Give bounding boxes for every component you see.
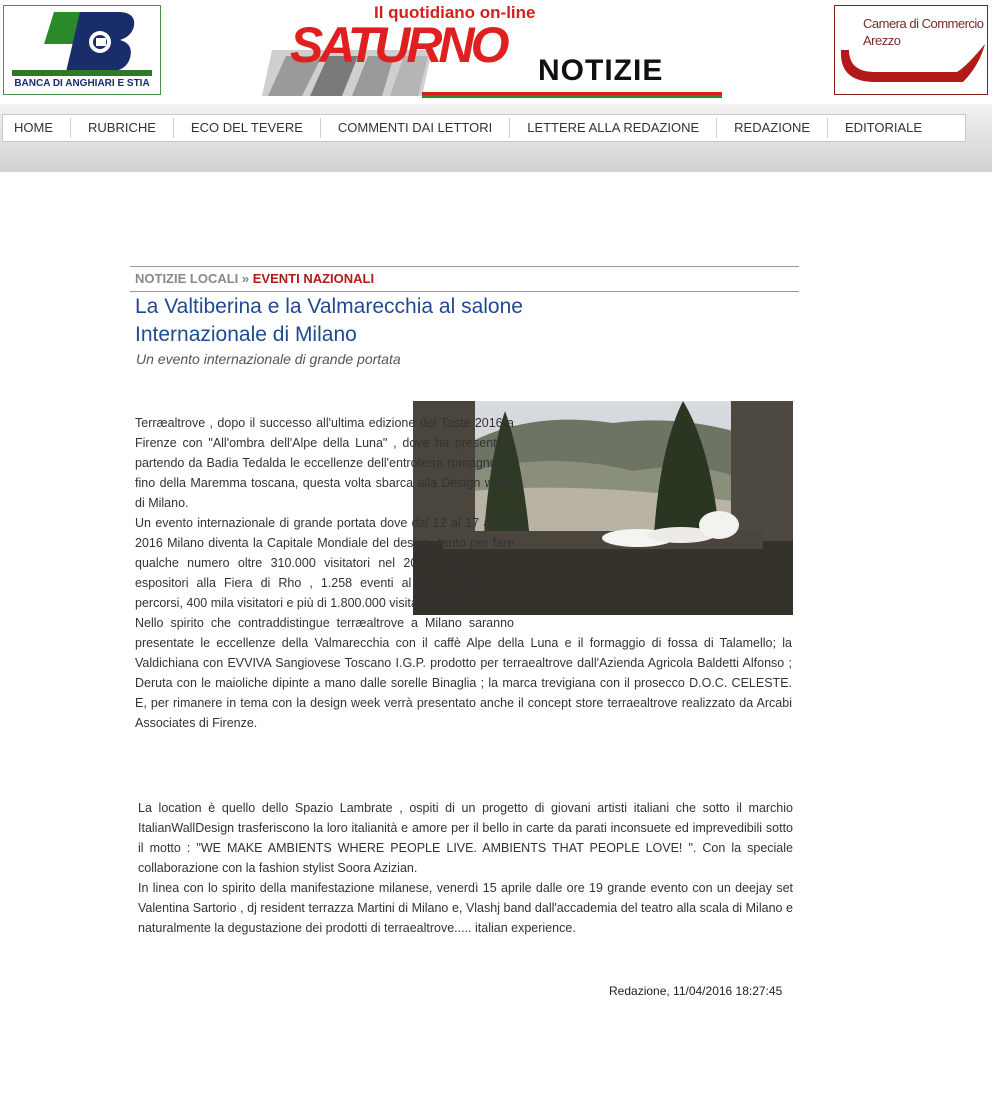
main-nav bbox=[2, 114, 966, 142]
tagline: Il quotidiano on-line bbox=[374, 3, 536, 22]
chamber-line2: Arezzo bbox=[863, 33, 901, 48]
breadcrumb bbox=[130, 266, 799, 292]
nav-item-eco-del-tevere[interactable]: ECO DEL TEVERE bbox=[174, 118, 321, 138]
brand-saturno: SATURNO bbox=[290, 17, 506, 73]
breadcrumb-separator: » bbox=[241, 271, 250, 286]
article-body-part2 bbox=[138, 798, 793, 938]
chamber-swoosh-icon bbox=[835, 6, 987, 94]
nav-item-editoriale[interactable]: EDITORIALE bbox=[845, 120, 923, 135]
photo-spacer bbox=[514, 413, 792, 629]
article-body-part1 bbox=[135, 413, 792, 733]
article-subtitle: Un evento internazionale di grande portata bbox=[136, 351, 401, 367]
chamber-of-commerce-logo[interactable] bbox=[834, 5, 988, 95]
bank-logo-name: BANCA DI ANGHIARI E STIA bbox=[14, 78, 150, 89]
breadcrumb-section-link[interactable]: NOTIZIE LOCALI bbox=[135, 271, 239, 286]
chamber-line1: Camera di Commercio bbox=[863, 16, 984, 31]
nav-item-lettere-alla-redazione[interactable]: LETTERE ALLA REDAZIONE bbox=[510, 118, 717, 138]
masthead[interactable] bbox=[262, 0, 732, 100]
article-paragraph: La location è quello dello Spazio Lambrate , ospiti di un progetto di giovani artisti italiani che sotto il marchio ItalianWallDesign trasferiscono la loro italianità e amore per il bello in carte da parati inconsuete ed imprevedibili sotto il motto : "WE MAKE AMBIENTS WHERE PEOPLE LIVE. AMBIENTS THAT PEOPLE LOVE! ". Con la speciale collaborazione con la fashion stylist Soora Azizian. bbox=[138, 801, 793, 875]
bank-logo-icon bbox=[40, 12, 144, 72]
brand-notizie: NOTIZIE bbox=[538, 54, 664, 87]
article-paragraph: Terræaltrove , dopo il successo all'ultima edizione del Taste 2016 a Firenze con "All'ombra dell'Alpe della Luna" , dove ha presentato partendo da Badia Tedalda le eccellenze dell'entroterra romagnolo , fino della Maremma toscana, questa volta sbarca alla Design week di Milano. bbox=[135, 416, 514, 510]
breadcrumb-category-link[interactable]: EVENTI NAZIONALI bbox=[252, 271, 375, 286]
green-stripe bbox=[422, 95, 722, 98]
site-header bbox=[0, 0, 998, 104]
article-paragraph: In linea con lo spirito della manifestazione milanese, venerdì 15 aprile dalle ore 19 grande evento con un deejay set Valentina Sartorio , dj resident terrazza Martini di Milano e, Vlashj band dall'accademia del teatro alla scala di Milano e naturalmente la degustazione dei prodotti di terraealtrove..... italian experience. bbox=[138, 881, 793, 935]
bank-logo[interactable] bbox=[3, 5, 161, 95]
article-byline: Redazione, 11/04/2016 18:27:45 bbox=[609, 984, 783, 998]
article-paragraph: Un evento internazionale di grande portata dove dal 12 al 17 aprile 2016 Milano diventa la Capitale Mondiale del design, tanto per fare qualche numero oltre 310.000 visitatori nel 2015, più di 1200 espositori alla Fiera di Rho , 1.258 eventi al fuori salone, 15 percorsi, 400 mila visitatori e più di 1.800.000 visitatori on line. bbox=[135, 516, 514, 610]
nav-item-redazione[interactable]: REDAZIONE bbox=[717, 118, 828, 138]
nav-item-rubriche[interactable]: RUBRICHE bbox=[71, 118, 174, 138]
nav-item-home[interactable]: HOME bbox=[3, 118, 71, 138]
nav-item-commenti-dai-lettori[interactable]: COMMENTI DAI LETTORI bbox=[321, 118, 510, 138]
bank-logo-bar bbox=[12, 70, 152, 76]
article-title: La Valtiberina e la Valmarecchia al salone Internazionale di Milano bbox=[135, 295, 523, 346]
article-paragraph: Nello spirito che contraddistingue terræaltrove a Milano saranno presentate le eccellenze della Valmarecchia con il caffè Alpe della Luna e il formaggio di fossa di Talamello; la Valdichiana con EVVIVA Sangiovese Toscano I.G.P. prodotto per terraealtrove dall'Azienda Agricola Baldetti Alfonso ; Deruta con le maioliche dipinte a mano dalle sorelle Binaglia ; la marca trevigiana con il prosecco D.O.C. CELESTE. E, per rimanere in tema con la design week verrà presentato anche il concept store terraealtrove realizzato da Arcabi Associates di Firenze. bbox=[135, 616, 792, 730]
